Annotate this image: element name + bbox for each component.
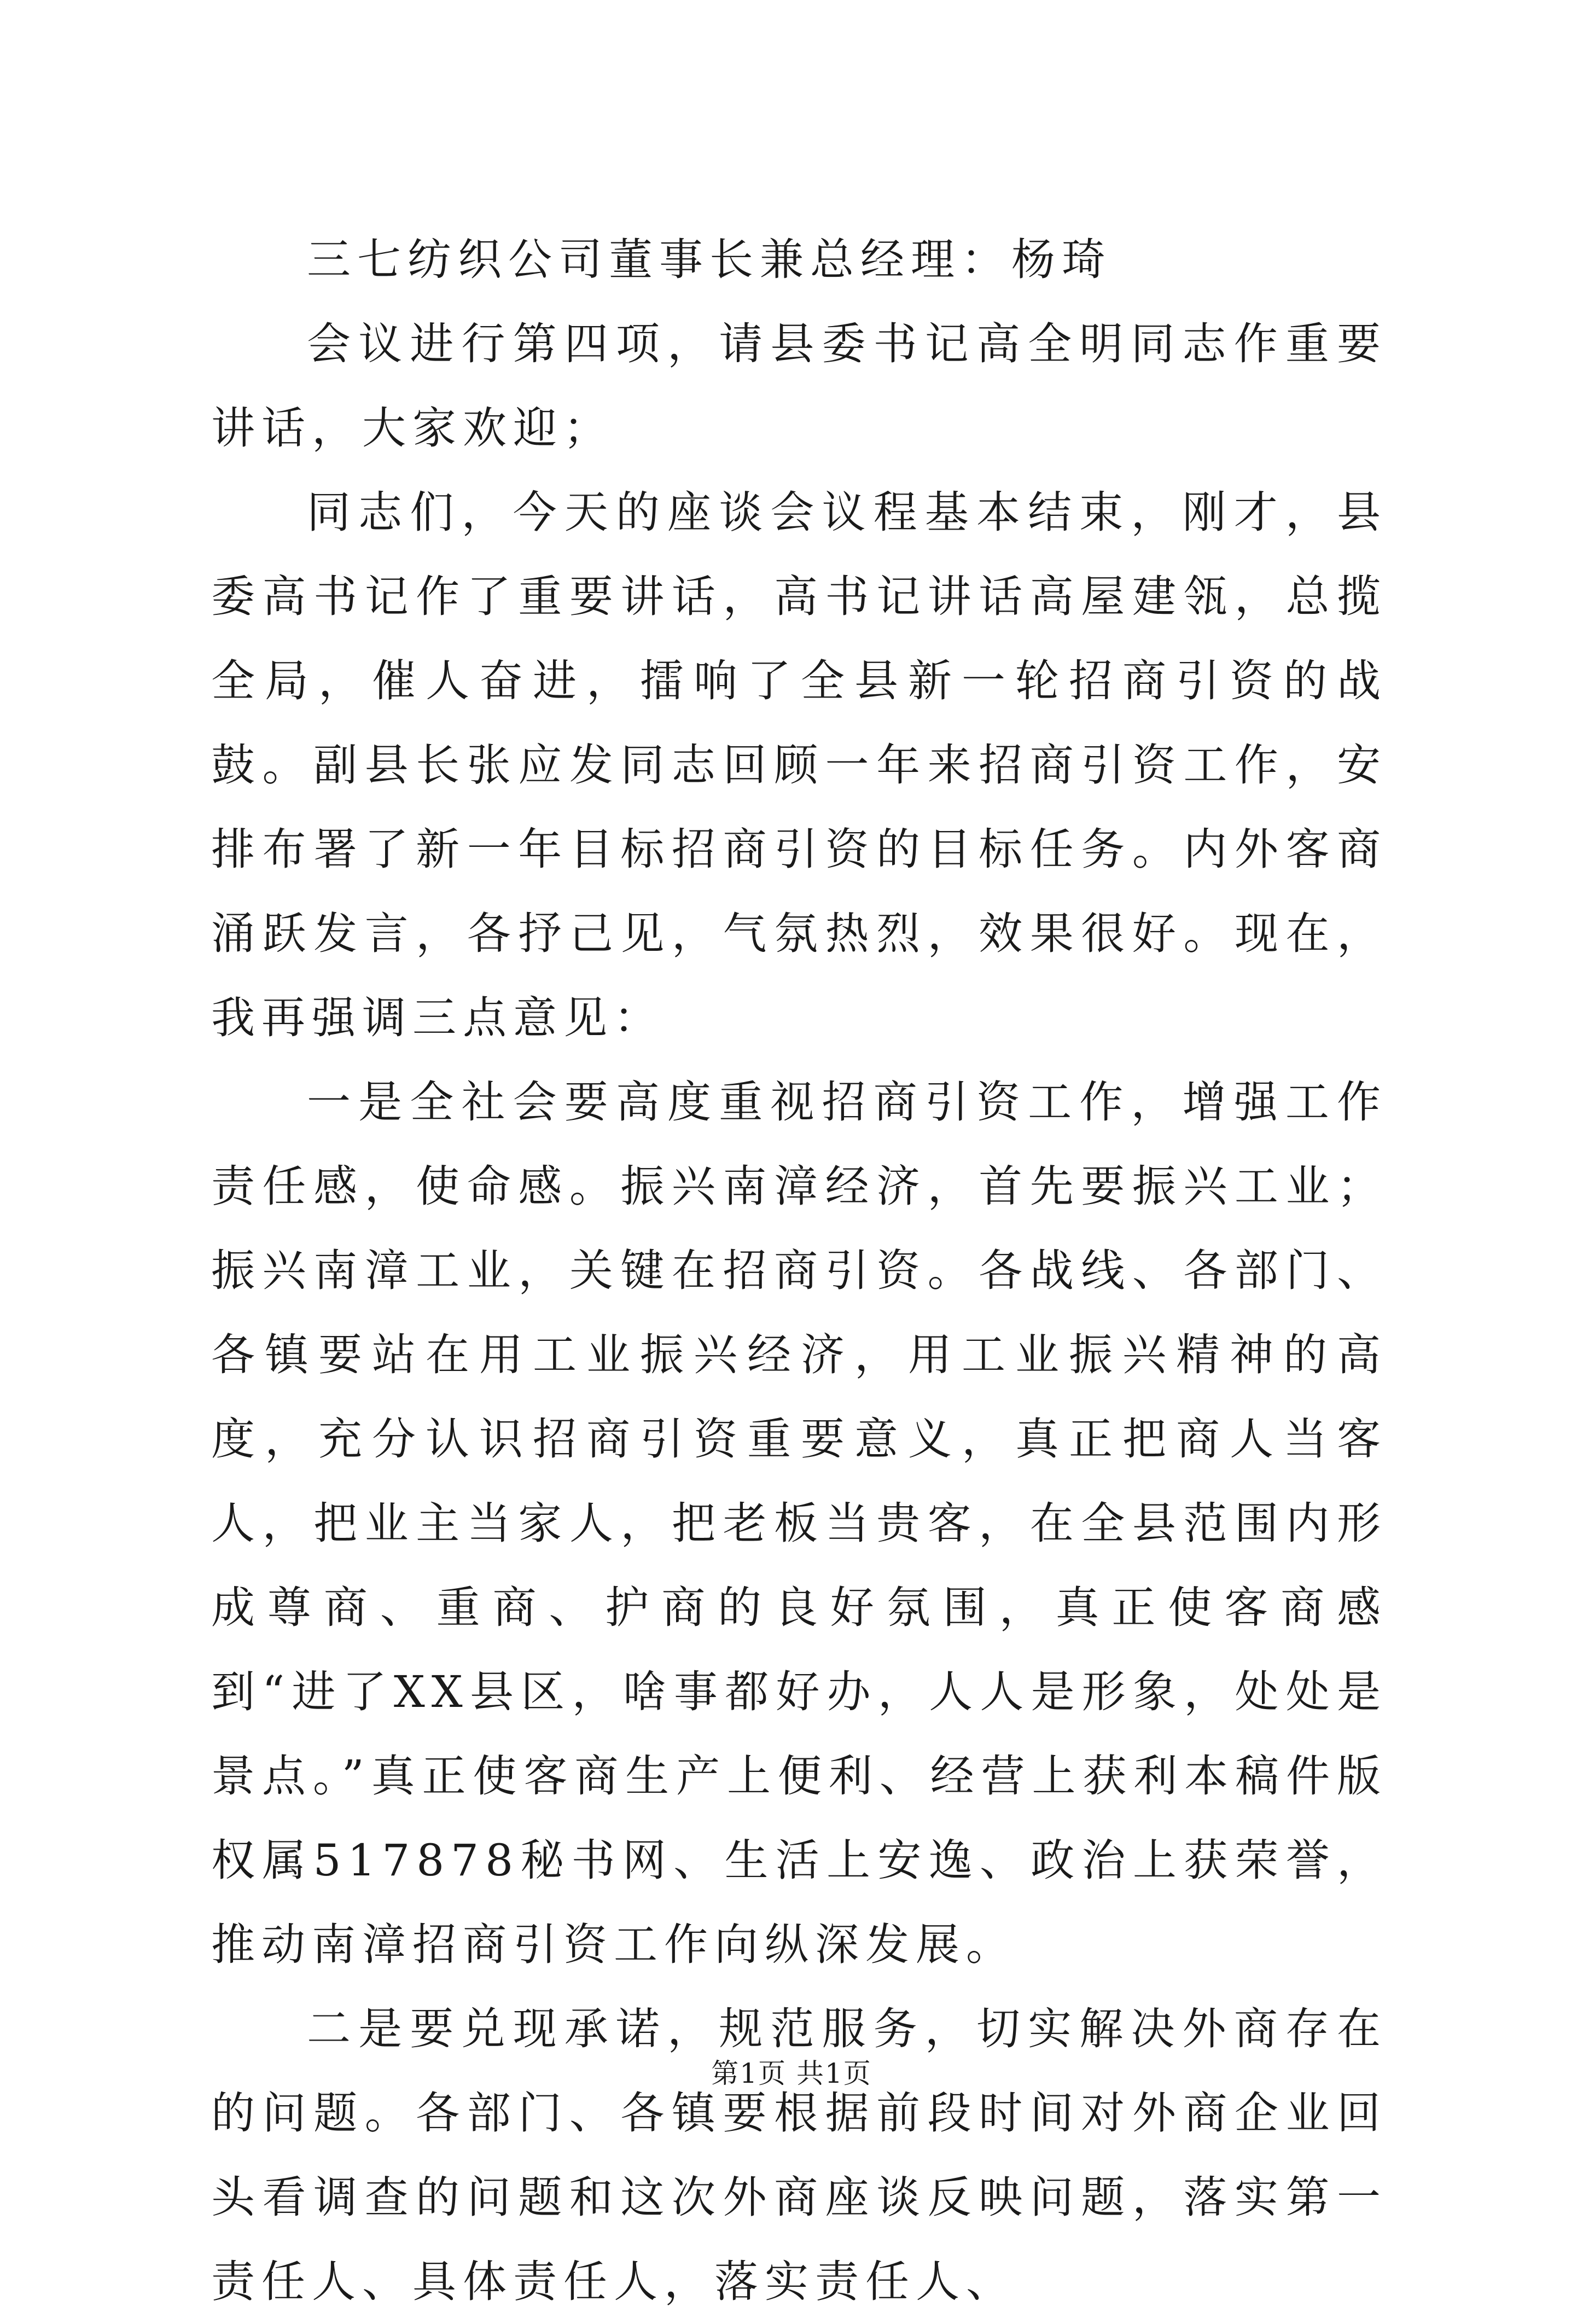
paragraph-agenda: 会议进行第四项，请县委书记高全明同志作重要讲话，大家欢迎； — [211, 318, 1387, 454]
document-body — [211, 218, 1387, 2324]
paragraph-opening: 同志们，今天的座谈会议程基本结束，刚才，县委高书记作了重要讲话，高书记讲话高屋建瓴，总揽全局，催人奋进，擂响了全县新一轮招商引资的战鼓。副县长张应发同志回顾一年来招商引资工作，安排布署了新一年目标招商引资的目标任务。内外客商涌跃发言，各抒己见，气氛热烈，效果很好。现在，我再强调三点意见： — [211, 487, 1387, 1043]
page-number-footer: 第1页 共1页 — [711, 2058, 872, 2089]
paragraph-point-two: 二是要兑现承诺，规范服务，切实解决外商存在的问题。各部门、各镇要根据前段时间对外商企业回头看调查的问题和这次外商座谈反映问题，落实第一责任人、具体责任人，落实责任人、 — [211, 2003, 1387, 2307]
paragraph-point-one: 一是全社会要高度重视招商引资工作，增强工作责任感，使命感。振兴南漳经济，首先要振兴工业；振兴南漳工业，关键在招商引资。各战线、各部门、各镇要站在用工业振兴经济，用工业振兴精神的高度，充分认识招商引资重要意义，真正把商人当客人，把业主当家人，把老板当贵客，在全县范围内形成尊商、重商、护商的良好氛围，真正使客商感到“进了XX县区，啥事都好办，人人是形象，处处是景点。”真正使客商生产上便利、经营上获利本稿件版权属517878秘书网、生活上安逸、政治上获荣誉，推动南漳招商引资工作向纵深发展。 — [211, 1077, 1387, 1970]
paragraph-signature: 三七纺织公司董事长兼总经理：杨琦 — [307, 234, 1112, 285]
